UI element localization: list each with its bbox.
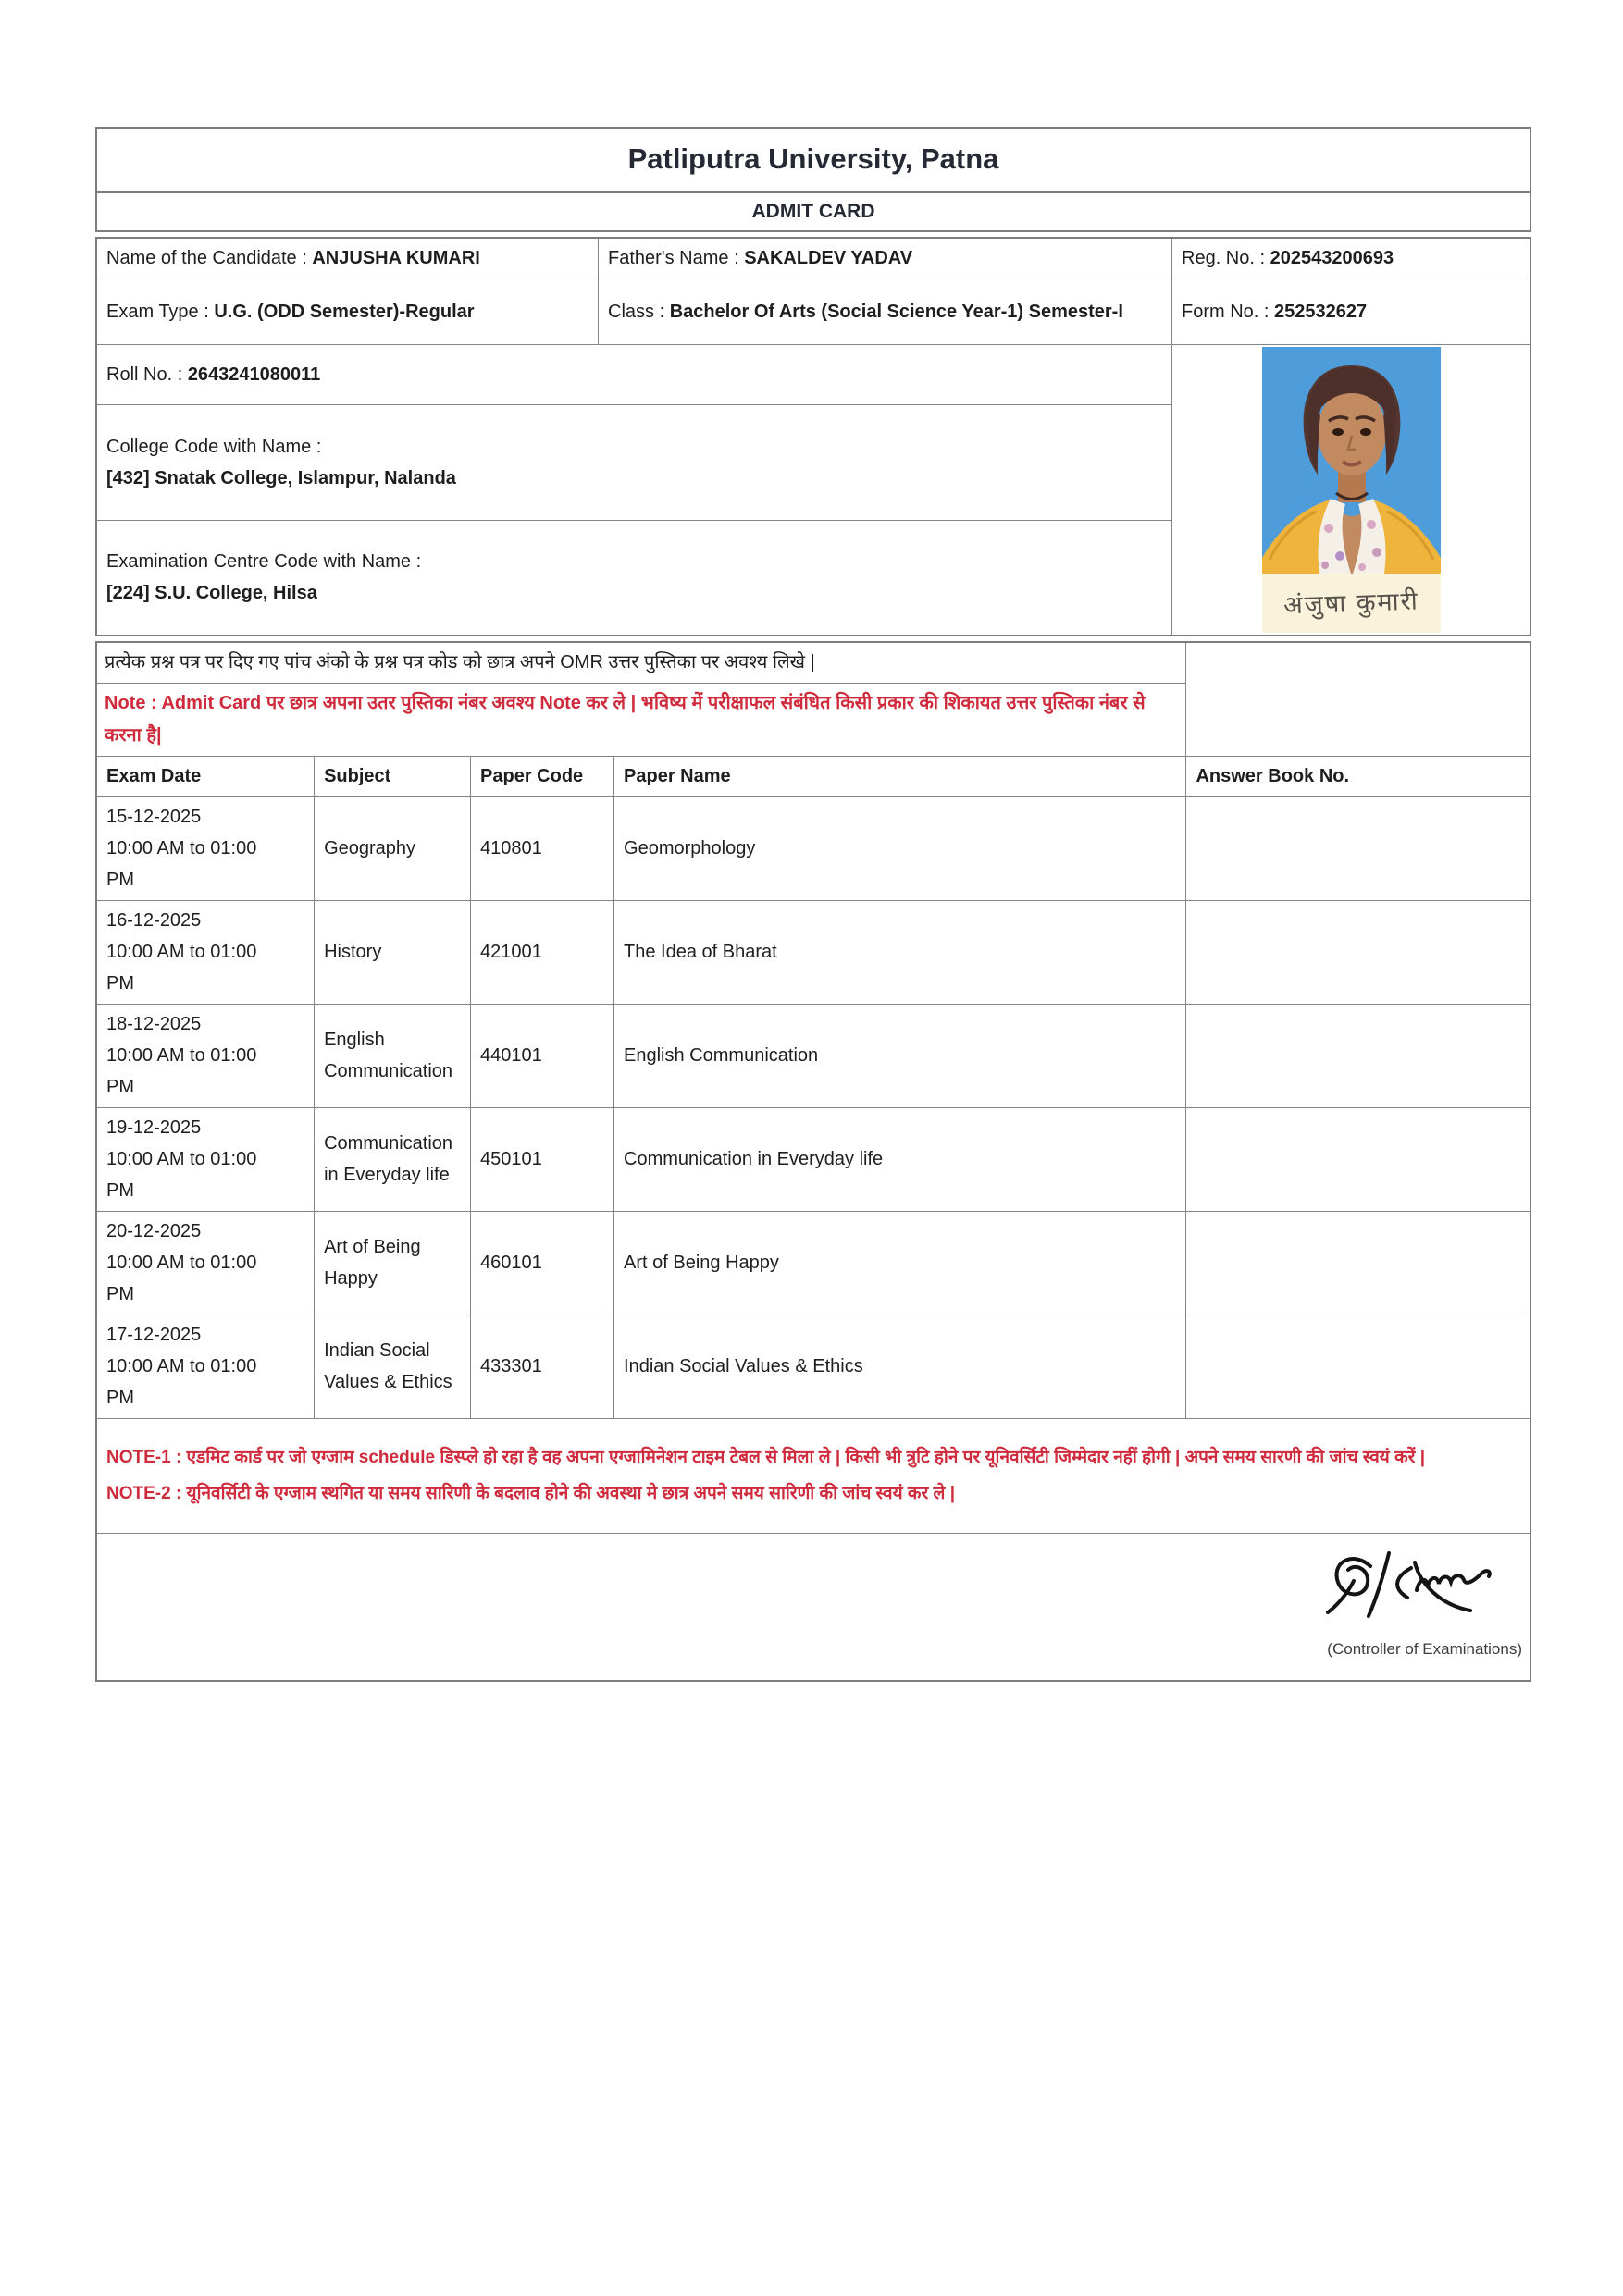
admit-card-title: ADMIT CARD [751, 201, 875, 222]
subject-cell: English Communication [315, 1004, 471, 1107]
college-cell [96, 405, 1172, 521]
header-paper-name: Paper Name [614, 756, 1186, 796]
exam-time-value: 10:00 AM to 01:00 PM [106, 1253, 257, 1304]
row-signature [96, 1533, 1530, 1681]
exam-time-value: 10:00 AM to 01:00 PM [106, 838, 257, 890]
roll-no-cell [96, 345, 1172, 405]
subject-cell: Indian Social Values & Ethics [315, 1315, 471, 1418]
candidate-photo [1262, 347, 1441, 633]
table-row [96, 1107, 1530, 1211]
paper-name-cell: Geomorphology [614, 796, 1186, 900]
header-exam-date: Exam Date [96, 756, 315, 796]
header-answer-book-no: Answer Book No. [1186, 756, 1530, 796]
form-no-cell [1172, 278, 1531, 345]
header-box [95, 127, 1531, 232]
paper-code-cell: 460101 [471, 1211, 614, 1315]
university-title: Patliputra University, Patna [97, 129, 1530, 193]
exam-date-cell [96, 1004, 315, 1107]
answer-book-cell [1186, 1315, 1530, 1418]
exam-date-value: 20-12-2025 [106, 1221, 202, 1241]
father-name-cell [599, 238, 1172, 278]
class-value: Bachelor Of Arts (Social Science Year-1) Semester-I [669, 301, 1123, 322]
table-row [96, 1211, 1530, 1315]
subject-cell: Art of Being Happy [315, 1211, 471, 1315]
signature-block [1306, 1549, 1522, 1659]
class-label: Class : [608, 301, 670, 322]
exam-date-cell [96, 1211, 315, 1315]
controller-signature-icon [1306, 1549, 1518, 1625]
paper-name-cell: Indian Social Values & Ethics [614, 1315, 1186, 1418]
exam-centre-value: [224] S.U. College, Hilsa [106, 583, 317, 604]
exam-date-cell [96, 1315, 315, 1418]
exam-date-cell [96, 796, 315, 900]
answer-book-cell [1186, 1107, 1530, 1211]
exam-time-value: 10:00 AM to 01:00 PM [106, 1149, 257, 1201]
class-cell [599, 278, 1172, 345]
answer-book-cell [1186, 900, 1530, 1004]
schedule-body [96, 796, 1530, 1418]
exam-date-value: 19-12-2025 [106, 1117, 202, 1138]
exam-type-value: U.G. (ODD Semester)-Regular [214, 301, 475, 322]
paper-name-cell: English Communication [614, 1004, 1186, 1107]
roll-no-value: 2643241080011 [187, 364, 321, 386]
reg-no-value: 202543200693 [1270, 248, 1394, 268]
subject-cell: History [315, 900, 471, 1004]
paper-code-cell: 421001 [471, 900, 614, 1004]
paper-code-cell: 410801 [471, 796, 614, 900]
candidate-photo-image [1262, 347, 1441, 574]
row-roll-no [96, 345, 1530, 405]
exam-date-value: 18-12-2025 [106, 1014, 202, 1034]
schedule-header-row [96, 756, 1530, 796]
paper-name-cell: The Idea of Bharat [614, 900, 1186, 1004]
reg-no-cell [1172, 238, 1531, 278]
exam-time-value: 10:00 AM to 01:00 PM [106, 942, 257, 994]
form-no-value: 252532627 [1274, 301, 1368, 322]
roll-no-label: Roll No. : [106, 364, 188, 386]
photo-caption-strip [1262, 574, 1441, 633]
header-subject: Subject [315, 756, 471, 796]
row-bottom-notes [96, 1418, 1530, 1533]
father-name-label: Father's Name : [608, 248, 745, 268]
exam-centre-label: Examination Centre Code with Name : [106, 551, 422, 573]
row-name [96, 238, 1530, 278]
paper-code-cell: 450101 [471, 1107, 614, 1211]
exam-date-cell [96, 1107, 315, 1211]
subject-cell: Communication in Everyday life [315, 1107, 471, 1211]
photo-caption-text: अंजुषा कुमारी [1282, 586, 1419, 620]
table-row [96, 1004, 1530, 1107]
candidate-name-label: Name of the Candidate : [106, 248, 313, 268]
controller-caption: (Controller of Examinations) [1327, 1639, 1522, 1658]
exam-date-cell [96, 900, 315, 1004]
exam-time-value: 10:00 AM to 01:00 PM [106, 1045, 257, 1097]
admit-card-document [95, 127, 1531, 1682]
row-exam-type [96, 278, 1530, 345]
exam-date-value: 16-12-2025 [106, 910, 202, 931]
answer-book-cell [1186, 796, 1530, 900]
college-label: College Code with Name : [106, 437, 322, 458]
exam-type-label: Exam Type : [106, 301, 215, 322]
college-value: [432] Snatak College, Islampur, Nalanda [106, 468, 456, 489]
note-1-text: NOTE-1 : एडमिट कार्ड पर जो एग्जाम schedule डिस्प्ले हो रहा है वह अपना एग्जामिनेशन टाइम टेबल से मिला ले | किसी भी त्रुटि होने पर यूनिवर्सिटी जिम्मेदार नहीं होगी | अपने समय सारणी की जांच स्वयं करें | [106, 1448, 1426, 1467]
notes-side-empty-cell [1186, 642, 1530, 756]
table-row [96, 1315, 1530, 1418]
exam-date-value: 17-12-2025 [106, 1325, 202, 1345]
father-name-value: SAKALDEV YADAV [744, 248, 913, 268]
paper-code-cell: 433301 [471, 1315, 614, 1418]
exam-time-value: 10:00 AM to 01:00 PM [106, 1356, 257, 1408]
admit-note-cell: Note : Admit Card पर छात्र अपना उतर पुस्तिका नंबर अवश्य Note कर ले | भविष्य में परीक्षाफल संबंधित किसी प्रकार की शिकायत उत्तर पुस्तिका नंबर से करना है| [96, 683, 1186, 756]
exam-date-value: 15-12-2025 [106, 807, 202, 827]
candidate-name-value: ANJUSHA KUMARI [312, 248, 480, 268]
bottom-notes-cell [96, 1418, 1530, 1533]
omr-note-cell: प्रत्येक प्रश्न पत्र पर दिए गए पांच अंको के प्रश्न पत्र कोड को छात्र अपने OMR उत्तर पुस्तिका पर अवश्य लिखे | [96, 642, 1186, 683]
exam-type-cell [96, 278, 599, 345]
row-omr-note [96, 642, 1530, 683]
paper-name-cell: Communication in Everyday life [614, 1107, 1186, 1211]
signature-cell [96, 1533, 1530, 1681]
reg-no-label: Reg. No. : [1182, 248, 1270, 268]
form-no-label: Form No. : [1182, 301, 1275, 322]
header-paper-code: Paper Code [471, 756, 614, 796]
answer-book-cell [1186, 1211, 1530, 1315]
answer-book-cell [1186, 1004, 1530, 1107]
subject-cell: Geography [315, 796, 471, 900]
paper-name-cell: Art of Being Happy [614, 1211, 1186, 1315]
candidate-photo-cell [1172, 345, 1531, 636]
table-row [96, 900, 1530, 1004]
schedule-table [95, 641, 1531, 1682]
candidate-details-table [95, 237, 1531, 636]
note-2-text: NOTE-2 : यूनिवर्सिटी के एग्जाम स्थगित या समय सारिणी के बदलाव होने की अवस्था मे छात्र अपने समय सारिणी की जांच स्वयं कर ले | [106, 1484, 956, 1503]
paper-code-cell: 440101 [471, 1004, 614, 1107]
table-row [96, 796, 1530, 900]
candidate-name-cell [96, 238, 599, 278]
exam-centre-cell [96, 520, 1172, 636]
